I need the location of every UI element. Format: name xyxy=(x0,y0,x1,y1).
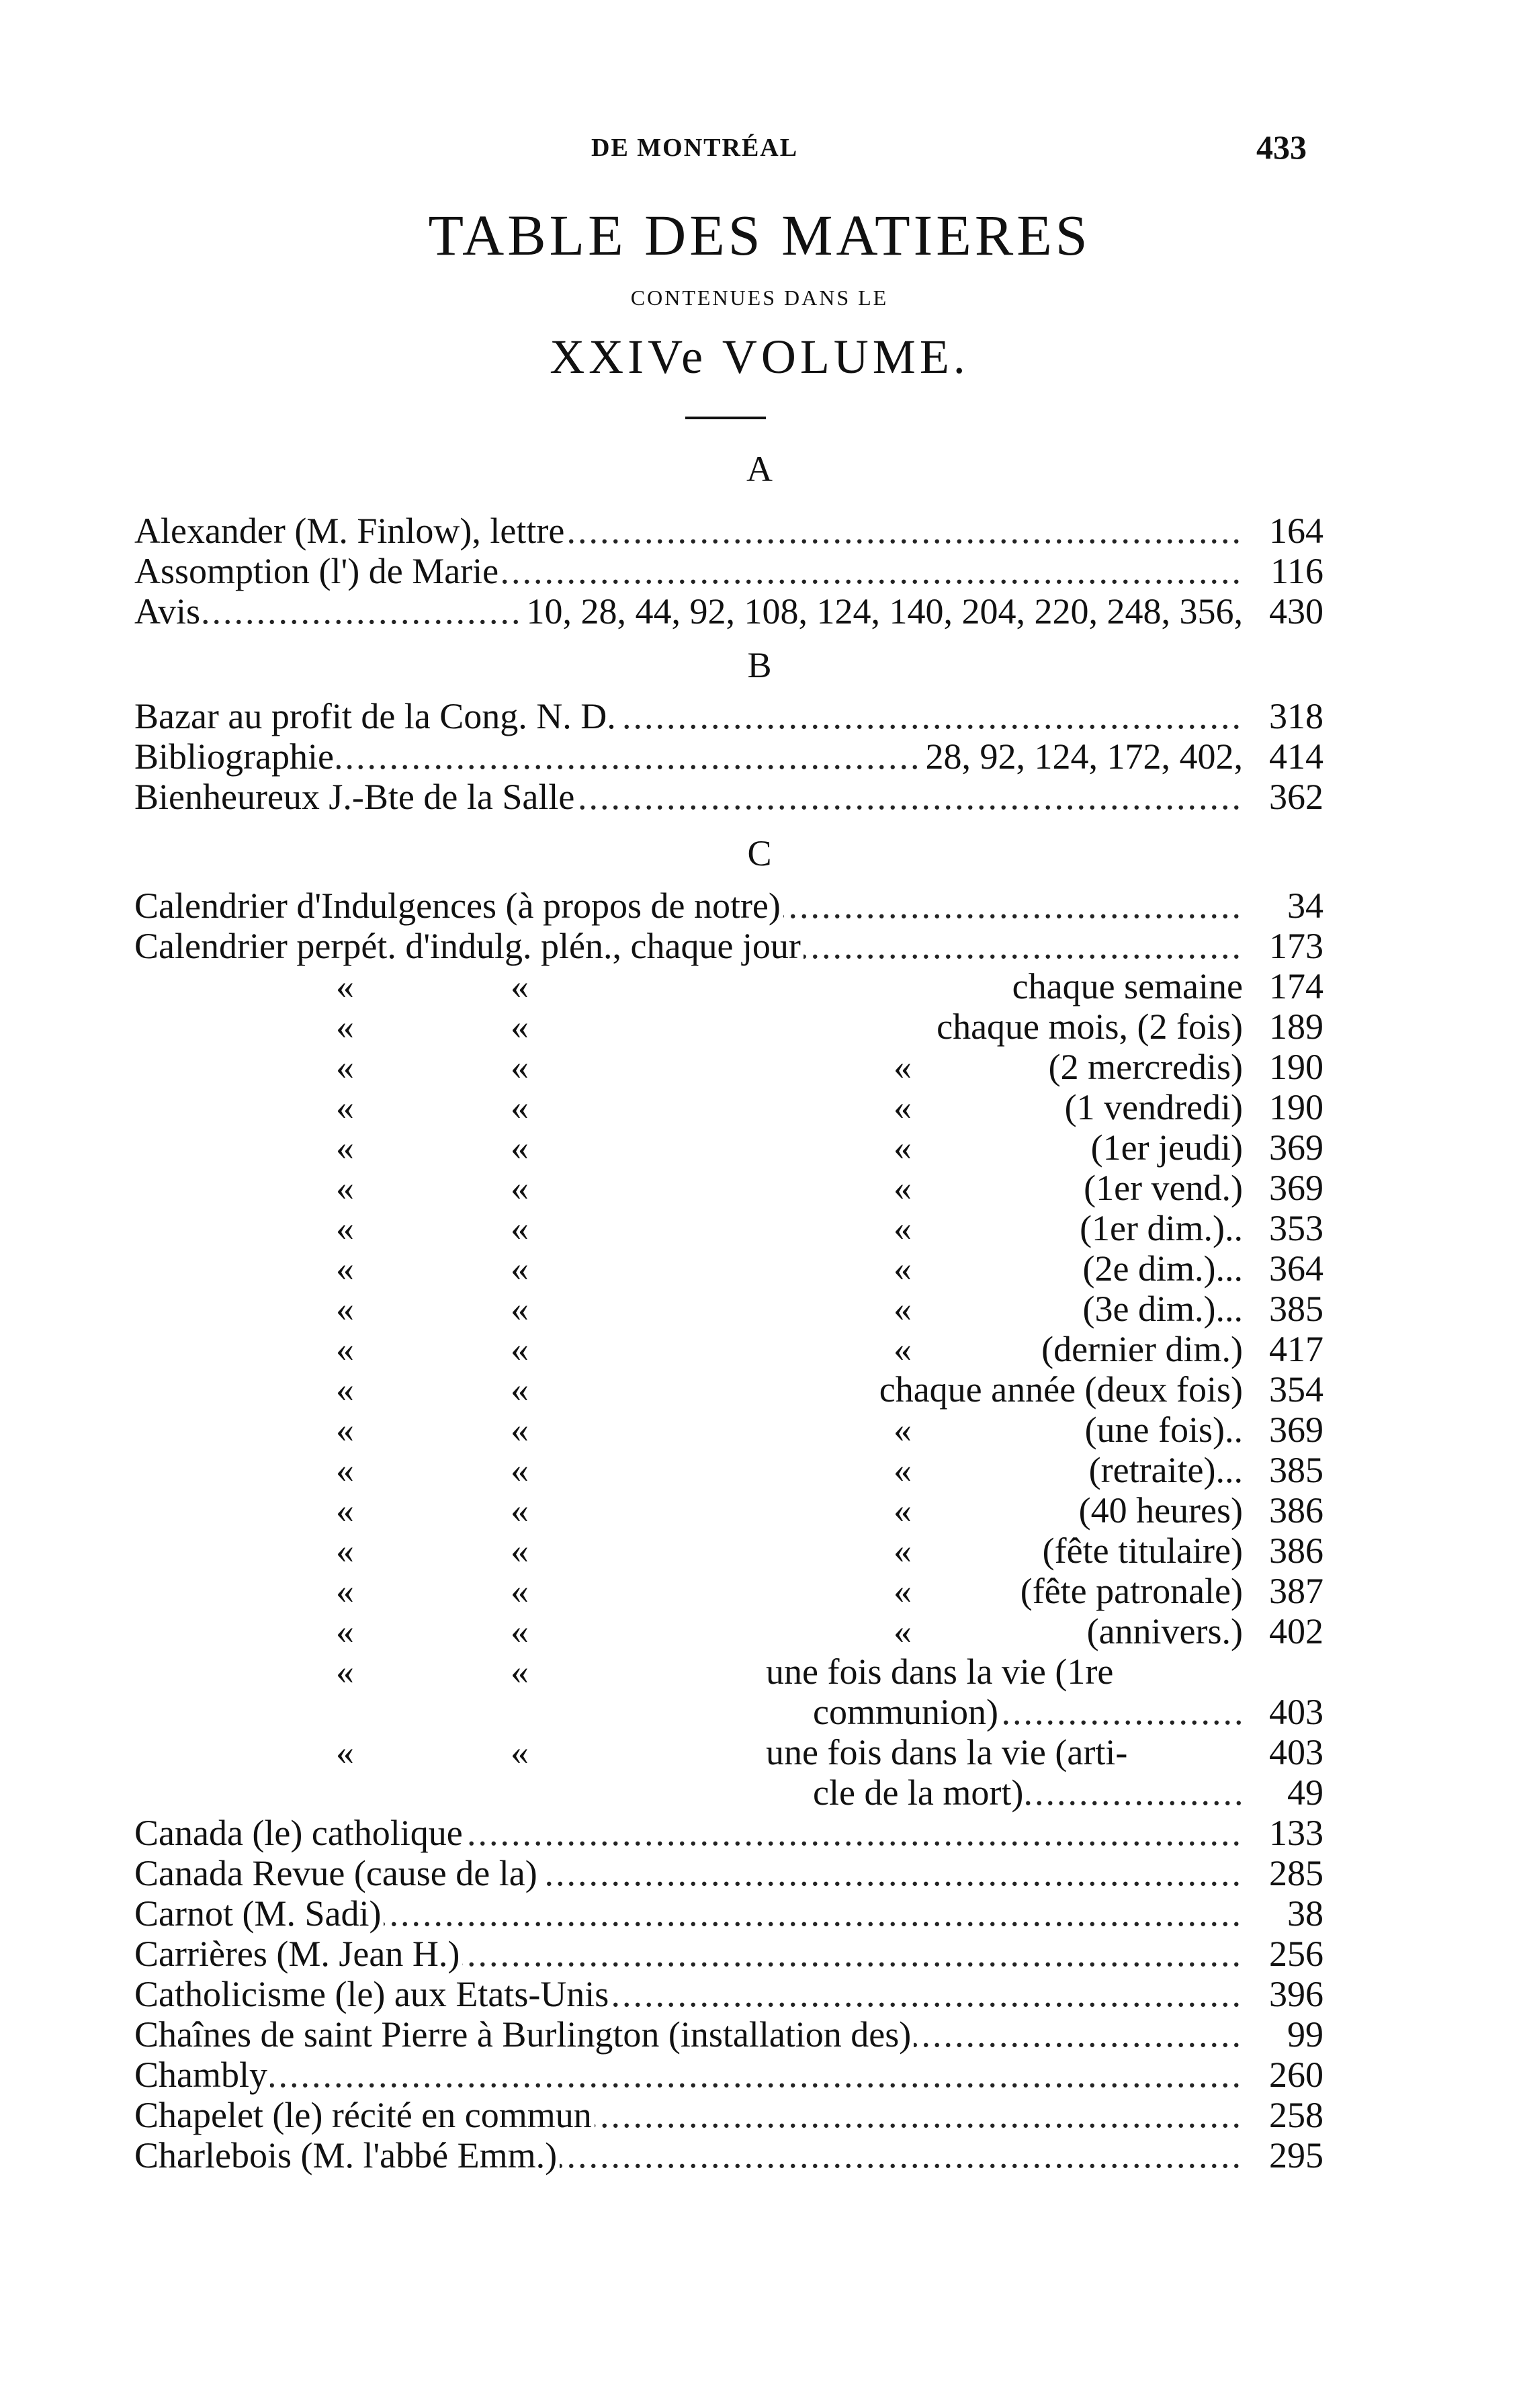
entry-label: Carrières (M. Jean H.) xyxy=(134,1934,462,1974)
index-entry xyxy=(134,2055,1323,2095)
entry-label: Bazar au profit de la Cong. N. D. xyxy=(134,696,619,736)
subentry-text: (1 vendredi) xyxy=(1064,1087,1243,1127)
ditto-mark: « xyxy=(336,1127,354,1168)
subentry-text: (1er jeudi) xyxy=(1090,1127,1243,1168)
index-entry xyxy=(134,1974,1323,2014)
subentry-text: (2 mercredis) xyxy=(1048,1047,1243,1087)
ditto-mark: « xyxy=(894,1168,912,1208)
entry-label: Catholicisme (le) aux Etats-Unis xyxy=(134,1974,611,2014)
entry-page: 295 xyxy=(1269,2135,1323,2176)
ditto-mark: « xyxy=(511,1087,529,1127)
ditto-mark: « xyxy=(894,1087,912,1127)
ditto-mark: « xyxy=(894,1248,912,1289)
index-subentry xyxy=(134,1651,1323,1692)
index-subentry xyxy=(134,1289,1323,1329)
entry-page: 387 xyxy=(1269,1571,1323,1611)
ditto-mark: « xyxy=(511,1006,529,1047)
entry-page: 318 xyxy=(1269,696,1323,736)
index-subentry xyxy=(134,966,1323,1006)
ditto-mark: « xyxy=(894,1450,912,1490)
entry-label: Bienheureux J.-Bte de la Salle xyxy=(134,777,577,817)
index-entry xyxy=(134,1853,1323,1893)
ditto-mark: « xyxy=(336,1168,354,1208)
entry-label: Chaînes de saint Pierre à Burlington (installation des) xyxy=(134,2014,914,2055)
entry-page: 285 xyxy=(1269,1853,1323,1893)
subentry-text: (fête patronale) xyxy=(1020,1571,1243,1611)
ditto-mark: « xyxy=(894,1571,912,1611)
ditto-mark: « xyxy=(336,1571,354,1611)
index-entry xyxy=(134,591,1323,632)
ditto-mark: « xyxy=(894,1329,912,1369)
index-entry xyxy=(134,2135,1323,2176)
entry-page: 116 xyxy=(1270,551,1323,591)
ditto-mark: « xyxy=(894,1047,912,1087)
subentry-text: (3e dim.)... xyxy=(1082,1289,1243,1329)
entry-label: Canada Revue (cause de la) xyxy=(134,1853,540,1893)
ditto-mark: « xyxy=(511,1248,529,1289)
entry-label: Calendrier perpét. d'indulg. plén., chaque jour xyxy=(134,926,804,966)
ditto-mark: « xyxy=(894,1531,912,1571)
subentry-text: chaque semaine xyxy=(1012,966,1243,1006)
index-entry xyxy=(134,777,1323,817)
ditto-mark: « xyxy=(894,1208,912,1248)
ditto-mark: « xyxy=(894,1611,912,1651)
subentry-text: (2e dim.)... xyxy=(1082,1248,1243,1289)
index-subentry xyxy=(134,1087,1323,1127)
entry-page: 402 xyxy=(1269,1611,1323,1651)
ditto-mark: « xyxy=(511,1490,529,1531)
ditto-mark: « xyxy=(511,1571,529,1611)
ditto-mark: « xyxy=(336,1611,354,1651)
index-entry xyxy=(134,1813,1323,1853)
ditto-mark: « xyxy=(511,1289,529,1329)
ditto-mark: « xyxy=(336,1208,354,1248)
page-number: 433 xyxy=(1256,128,1307,166)
subentry-text: une fois dans la vie (1re xyxy=(766,1651,1114,1692)
subentry-text: (1er vend.) xyxy=(1084,1168,1243,1208)
entry-label: Carnot (M. Sadi) xyxy=(134,1893,384,1934)
subentry-text: chaque mois, (2 fois) xyxy=(937,1006,1243,1047)
page-subtitle: CONTENUES DANS LE xyxy=(630,286,889,310)
entry-page: 396 xyxy=(1269,1974,1323,2014)
entry-page: 49 xyxy=(1287,1772,1323,1813)
section-letter-b: B xyxy=(747,645,772,685)
ditto-mark: « xyxy=(511,1450,529,1490)
entry-page: 354 xyxy=(1269,1369,1323,1410)
ditto-mark: « xyxy=(894,1289,912,1329)
subentry-text: (fête titulaire) xyxy=(1042,1531,1243,1571)
entry-page: 386 xyxy=(1269,1490,1323,1531)
ditto-mark: « xyxy=(336,1651,354,1692)
entry-page: 174 xyxy=(1269,966,1323,1006)
ditto-mark: « xyxy=(511,1531,529,1571)
ditto-mark: « xyxy=(511,1208,529,1248)
subentry-text: une fois dans la vie (arti- xyxy=(766,1732,1128,1772)
entry-page: 260 xyxy=(1269,2055,1323,2095)
index-subentry xyxy=(134,1369,1323,1410)
entry-label: Bibliographie xyxy=(134,736,337,777)
ditto-mark: « xyxy=(336,1450,354,1490)
subentry-text: (une fois).. xyxy=(1084,1410,1243,1450)
index-subentry xyxy=(134,1410,1323,1450)
index-subentry xyxy=(134,1772,1323,1813)
entry-page: 369 xyxy=(1269,1410,1323,1450)
index-subentry xyxy=(134,1490,1323,1531)
entry-page: 256 xyxy=(1269,1934,1323,1974)
ditto-mark: « xyxy=(511,1611,529,1651)
index-subentry xyxy=(134,1450,1323,1490)
entry-page: 403 xyxy=(1269,1692,1323,1732)
entry-page: 362 xyxy=(1269,777,1323,817)
entry-page: 385 xyxy=(1269,1289,1323,1329)
ditto-mark: « xyxy=(511,1410,529,1450)
index-subentry xyxy=(134,1248,1323,1289)
index-subentry xyxy=(134,1329,1323,1369)
index-entry xyxy=(134,886,1323,926)
index-subentry xyxy=(134,1571,1323,1611)
section-letter-c: C xyxy=(747,833,772,873)
entry-page: 133 xyxy=(1269,1813,1323,1853)
index-subentry xyxy=(134,1168,1323,1208)
entry-refs: 10, 28, 44, 92, 108, 124, 140, 204, 220, 248, 356, xyxy=(523,591,1244,632)
ditto-mark: « xyxy=(336,966,354,1006)
ditto-mark: « xyxy=(336,1047,354,1087)
entry-page: 173 xyxy=(1269,926,1323,966)
subentry-text: chaque année (deux fois) xyxy=(879,1369,1243,1410)
entry-page: 403 xyxy=(1269,1732,1323,1772)
ditto-mark: « xyxy=(336,1006,354,1047)
index-subentry xyxy=(134,1732,1323,1772)
entry-label: Calendrier d'Indulgences (à propos de notre) xyxy=(134,886,783,926)
entry-page: 369 xyxy=(1269,1127,1323,1168)
ditto-mark: « xyxy=(336,1289,354,1329)
subentry-text: communion) xyxy=(813,1692,1001,1732)
subentry-text: (retraite)... xyxy=(1088,1450,1243,1490)
entry-label: Canada (le) catholique xyxy=(134,1813,466,1853)
ditto-mark: « xyxy=(511,1047,529,1087)
entry-page: 99 xyxy=(1287,2014,1323,2055)
entry-page: 189 xyxy=(1269,1006,1323,1047)
entry-label: Alexander (M. Finlow), lettre xyxy=(134,511,567,551)
index-entry xyxy=(134,736,1323,777)
entry-page: 364 xyxy=(1269,1248,1323,1289)
index-subentry xyxy=(134,1611,1323,1651)
ditto-mark: « xyxy=(511,1651,529,1692)
section-letter-a: A xyxy=(746,449,773,489)
entry-page: 430 xyxy=(1269,591,1323,632)
index-entry xyxy=(134,696,1323,736)
entry-page: 190 xyxy=(1269,1087,1323,1127)
index-entry xyxy=(134,1893,1323,1934)
ditto-mark: « xyxy=(336,1087,354,1127)
ditto-mark: « xyxy=(511,1369,529,1410)
subentry-text: (1er dim.).. xyxy=(1080,1208,1243,1248)
entry-page: 34 xyxy=(1287,886,1323,926)
ditto-mark: « xyxy=(336,1410,354,1450)
entry-page: 164 xyxy=(1269,511,1323,551)
index-subentry xyxy=(134,1208,1323,1248)
ditto-mark: « xyxy=(511,1329,529,1369)
subentry-text: (annivers.) xyxy=(1086,1611,1243,1651)
ditto-mark: « xyxy=(894,1410,912,1450)
page-title: TABLE DES MATIERES xyxy=(428,203,1091,267)
entry-label: Charlebois (M. l'abbé Emm.) xyxy=(134,2135,560,2176)
ditto-mark: « xyxy=(336,1369,354,1410)
index-entry xyxy=(134,2014,1323,2055)
index-subentry xyxy=(134,1692,1323,1732)
ditto-mark: « xyxy=(336,1732,354,1772)
volume-heading: XXIVe VOLUME. xyxy=(550,330,969,384)
ditto-mark: « xyxy=(894,1490,912,1531)
subentry-text: cle de la mort) xyxy=(813,1772,1026,1813)
ditto-mark: « xyxy=(336,1248,354,1289)
title-rule xyxy=(685,417,766,419)
subentry-text: (dernier dim.) xyxy=(1041,1329,1243,1369)
ditto-mark: « xyxy=(511,1732,529,1772)
ditto-mark: « xyxy=(511,966,529,1006)
index-entry xyxy=(134,511,1323,551)
running-head xyxy=(0,128,1519,173)
index-entry xyxy=(134,926,1323,966)
entry-page: 258 xyxy=(1269,2095,1323,2135)
index-entry xyxy=(134,2095,1323,2135)
ditto-mark: « xyxy=(336,1490,354,1531)
index-entry xyxy=(134,1934,1323,1974)
entry-page: 385 xyxy=(1269,1450,1323,1490)
entry-label: Assomption (l') de Marie xyxy=(134,551,501,591)
entry-page: 369 xyxy=(1269,1168,1323,1208)
entry-page: 190 xyxy=(1269,1047,1323,1087)
ditto-mark: « xyxy=(336,1329,354,1369)
entry-label: Chambly xyxy=(134,2055,270,2095)
ditto-mark: « xyxy=(511,1168,529,1208)
subentry-text: (40 heures) xyxy=(1078,1490,1243,1531)
index-subentry xyxy=(134,1047,1323,1087)
entry-page: 417 xyxy=(1269,1329,1323,1369)
entry-page: 38 xyxy=(1287,1893,1323,1934)
index-subentry xyxy=(134,1006,1323,1047)
index-subentry xyxy=(134,1531,1323,1571)
entry-refs: 28, 92, 124, 172, 402, xyxy=(922,736,1244,777)
running-head-title: DE MONTRÉAL xyxy=(591,134,799,162)
index-entry xyxy=(134,551,1323,591)
entry-label: Avis xyxy=(134,591,203,632)
entry-page: 386 xyxy=(1269,1531,1323,1571)
entry-label: Chapelet (le) récité en commun xyxy=(134,2095,595,2135)
entry-page: 353 xyxy=(1269,1208,1323,1248)
ditto-mark: « xyxy=(894,1127,912,1168)
ditto-mark: « xyxy=(511,1127,529,1168)
ditto-mark: « xyxy=(336,1531,354,1571)
entry-page: 414 xyxy=(1269,736,1323,777)
index-subentry xyxy=(134,1127,1323,1168)
